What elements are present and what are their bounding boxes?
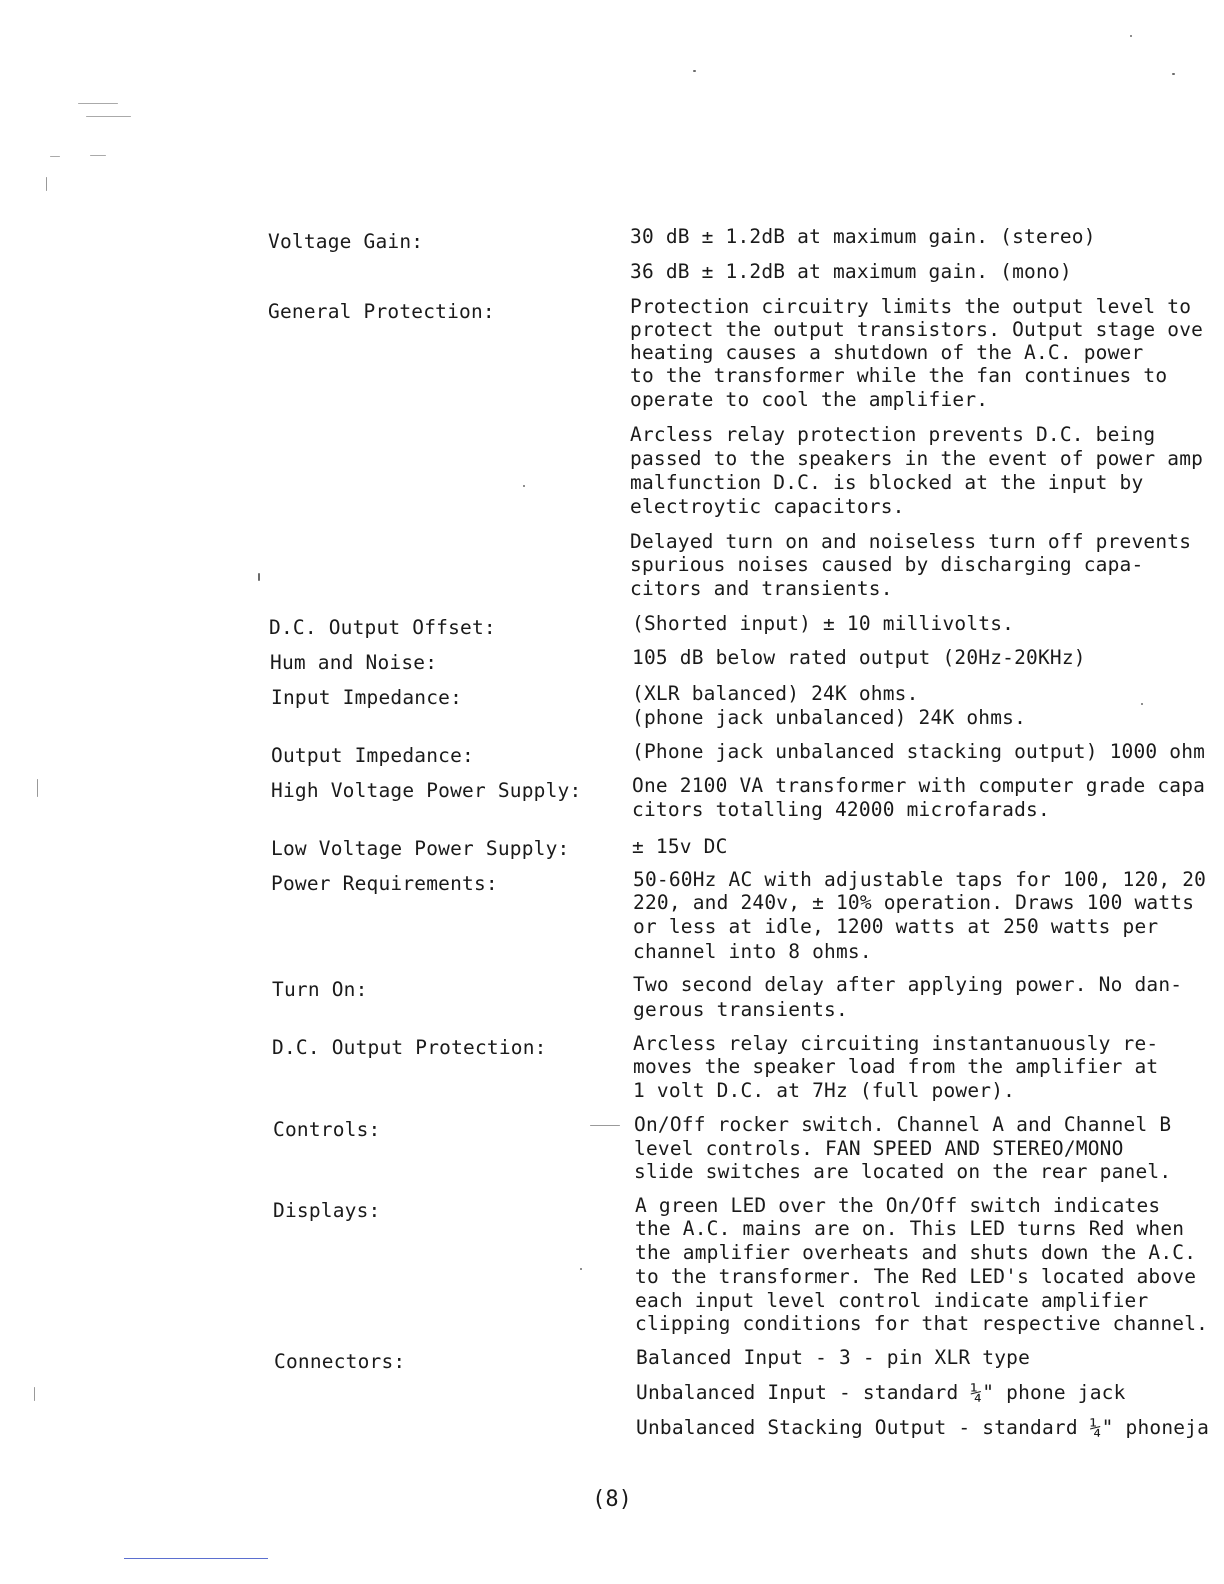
value-line: channel into 8 ohms.	[633, 940, 872, 963]
scan-speck	[1172, 73, 1175, 75]
label-output-impedance: Output Impedance:	[271, 744, 474, 767]
value-line: operate to cool the amplifier.	[630, 388, 989, 411]
scan-speck	[37, 779, 38, 797]
value-line: the A.C. mains are on. This LED turns Red when	[635, 1217, 1185, 1240]
value-line: (phone jack unbalanced) 24K ohms.	[632, 706, 1027, 729]
value-line: to the transformer while the fan continues to	[630, 364, 1168, 387]
value-line: clipping conditions for that respective channel.	[635, 1312, 1209, 1335]
scan-speck	[90, 155, 106, 156]
scan-speck	[1141, 703, 1143, 705]
value-line: spurious noises caused by discharging capa-	[630, 553, 1144, 576]
value-line: Unbalanced Stacking Output - standard ¼" phoneja	[636, 1416, 1210, 1439]
value-line: to the transformer. The Red LED's located above	[635, 1265, 1197, 1288]
value-line: heating causes a shutdown of the A.C. power	[630, 341, 1144, 364]
value-line: Unbalanced Input - standard ¼" phone jack	[636, 1381, 1126, 1404]
value-line: passed to the speakers in the event of power amp	[630, 447, 1204, 470]
value-line: protect the output transistors. Output stage ove	[630, 318, 1204, 341]
label-voltage-gain: Voltage Gain:	[268, 230, 424, 253]
value-line: Balanced Input - 3 - pin XLR type	[636, 1346, 1031, 1369]
value-line: the amplifier overheats and shuts down the A.C.	[635, 1241, 1197, 1264]
scan-speck	[580, 1268, 582, 1270]
value-line: each input level control indicate amplifier	[635, 1289, 1149, 1312]
value-line: (XLR balanced) 24K ohms.	[632, 682, 919, 705]
value-line: electroytic capacitors.	[630, 495, 905, 518]
label-input-impedance: Input Impedance:	[271, 686, 463, 709]
value-line: Protection circuitry limits the output level to	[630, 295, 1192, 318]
value-line: (Shorted input) ± 10 millivolts.	[632, 612, 1015, 635]
value-line: slide switches are located on the rear panel.	[634, 1160, 1172, 1183]
value-line: or less at idle, 1200 watts at 250 watts per	[633, 915, 1159, 938]
value-line: level controls. FAN SPEED AND STEREO/MONO	[634, 1137, 1124, 1160]
value-line: 36 dB ± 1.2dB at maximum gain. (mono)	[630, 260, 1072, 283]
value-line: Delayed turn on and noiseless turn off prevents	[630, 530, 1192, 553]
value-line: 50-60Hz AC with adjustable taps for 100, 120, 20	[633, 868, 1207, 891]
value-line: A green LED over the On/Off switch indicates	[635, 1194, 1161, 1217]
value-line: On/Off rocker switch. Channel A and Channel B	[634, 1113, 1172, 1136]
value-line: ± 15v DC	[632, 835, 728, 858]
label-turn-on: Turn On:	[272, 978, 368, 1001]
scan-speck	[590, 1125, 620, 1126]
value-line: 105 dB below rated output (20Hz-20KHz)	[632, 646, 1086, 669]
label-dc-output-offset: D.C. Output Offset:	[269, 616, 496, 639]
label-general-protection: General Protection:	[268, 300, 495, 323]
value-line: Arcless relay circuiting instantanuously re-	[633, 1032, 1159, 1055]
scan-speck	[86, 116, 131, 117]
value-line: malfunction D.C. is blocked at the input by	[630, 471, 1144, 494]
value-line: Arcless relay protection prevents D.C. being	[630, 423, 1156, 446]
scan-speck	[46, 177, 47, 191]
scan-speck	[1130, 35, 1132, 37]
scan-speck	[693, 70, 696, 72]
value-line: 30 dB ± 1.2dB at maximum gain. (stereo)	[630, 225, 1096, 248]
scan-speck	[34, 1387, 35, 1401]
value-line: One 2100 VA transformer with computer grade capa	[632, 774, 1206, 797]
value-line: 220, and 240v, ± 10% operation. Draws 100 watts	[633, 891, 1195, 914]
label-displays: Displays:	[273, 1199, 381, 1222]
label-connectors: Connectors:	[274, 1350, 406, 1373]
value-line: moves the speaker load from the amplifier at	[633, 1055, 1159, 1078]
bottom-rule	[124, 1558, 268, 1559]
scan-speck	[258, 573, 260, 581]
scan-speck	[523, 485, 525, 487]
label-power-requirements: Power Requirements:	[271, 872, 498, 895]
page-number: (8)	[592, 1487, 632, 1512]
label-hv-power-supply: High Voltage Power Supply:	[271, 779, 582, 802]
value-line: citors totalling 42000 microfarads.	[632, 798, 1050, 821]
value-line: (Phone jack unbalanced stacking output) 1000 ohm	[632, 740, 1206, 763]
scan-speck	[50, 156, 60, 157]
value-line: 1 volt D.C. at 7Hz (full power).	[633, 1079, 1016, 1102]
label-controls: Controls:	[273, 1118, 381, 1141]
value-line: citors and transients.	[630, 577, 893, 600]
value-line: Two second delay after applying power. No dan-	[633, 973, 1183, 996]
value-line: gerous transients.	[633, 998, 848, 1021]
label-dc-output-protection: D.C. Output Protection:	[272, 1036, 547, 1059]
scan-speck	[78, 103, 118, 104]
label-hum-noise: Hum and Noise:	[270, 651, 438, 674]
label-lv-power-supply: Low Voltage Power Supply:	[271, 837, 570, 860]
